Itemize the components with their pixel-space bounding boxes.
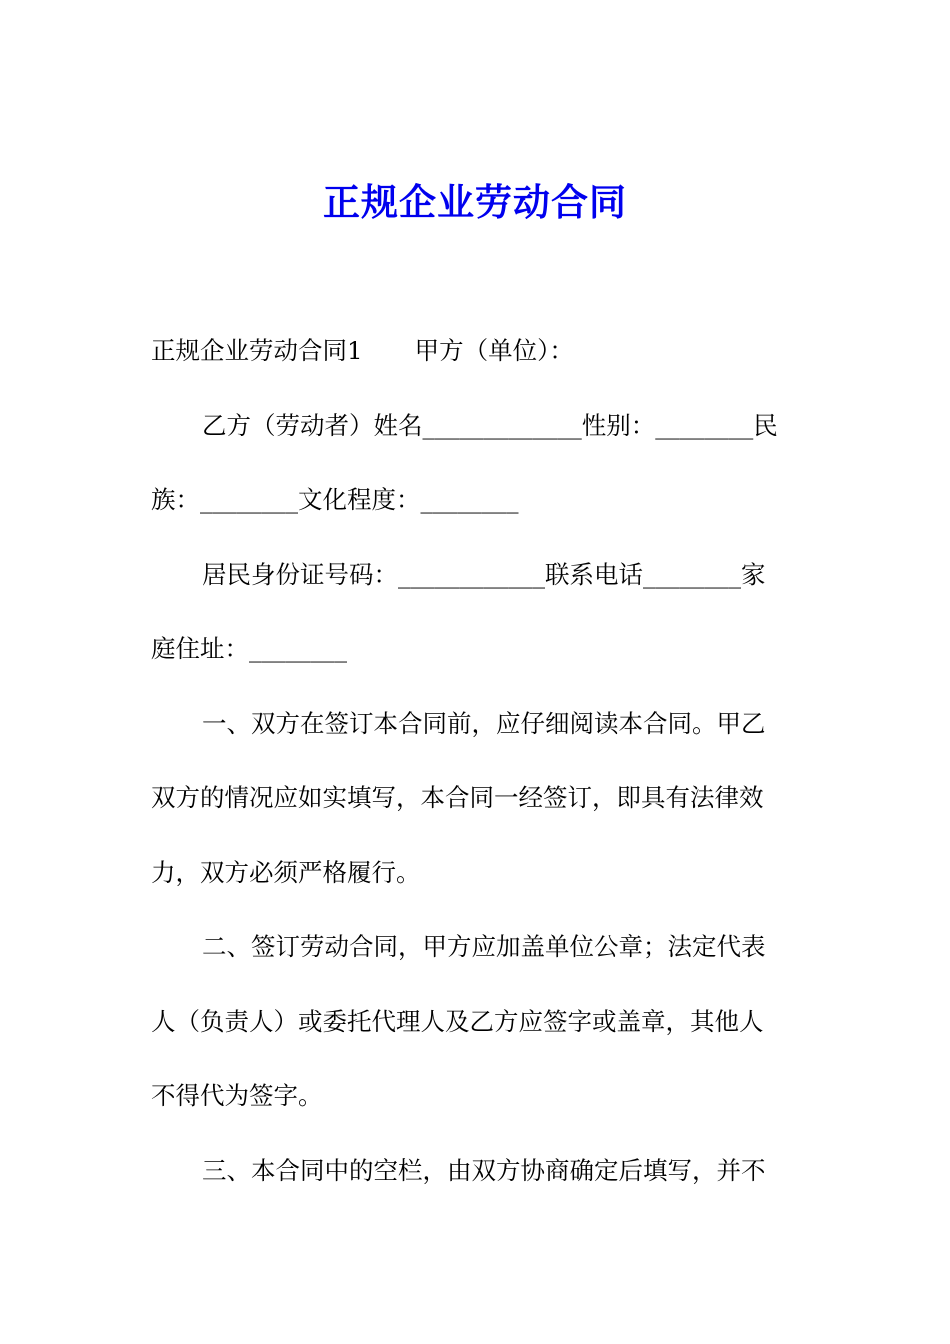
clause-2-line-2: 人（负责人）或委托代理人及乙方应签字或盖章，其他人	[151, 1007, 764, 1036]
document-title: 正规企业劳动合同	[323, 180, 627, 224]
clause-1-line-3: 力，双方必须严格履行。	[151, 858, 421, 887]
party-a-label: 甲方（单位）：	[414, 336, 574, 365]
party-b-info-line-2: 族：________文化程度：________	[151, 485, 519, 514]
party-b-info-line-3: 居民身份证号码：____________联系电话________家	[202, 560, 766, 589]
party-b-info-line-1: 乙方（劳动者）姓名_____________性别：________民	[202, 411, 778, 440]
clause-1-line-1: 一、双方在签订本合同前，应仔细阅读本合同。甲乙	[202, 709, 766, 738]
contract-label: 正规企业劳动合同1	[151, 336, 363, 365]
clause-2-line-3: 不得代为签字。	[151, 1081, 323, 1110]
clause-3-line-1: 三、本合同中的空栏，由双方协商确定后填写，并不	[202, 1156, 766, 1185]
clause-2-line-1: 二、签订劳动合同，甲方应加盖单位公章；法定代表	[202, 932, 766, 961]
party-b-info-line-4: 庭住址：________	[151, 634, 347, 663]
clause-1-line-2: 双方的情况应如实填写，本合同一经签订，即具有法律效	[151, 783, 764, 812]
heading-line	[151, 333, 811, 369]
